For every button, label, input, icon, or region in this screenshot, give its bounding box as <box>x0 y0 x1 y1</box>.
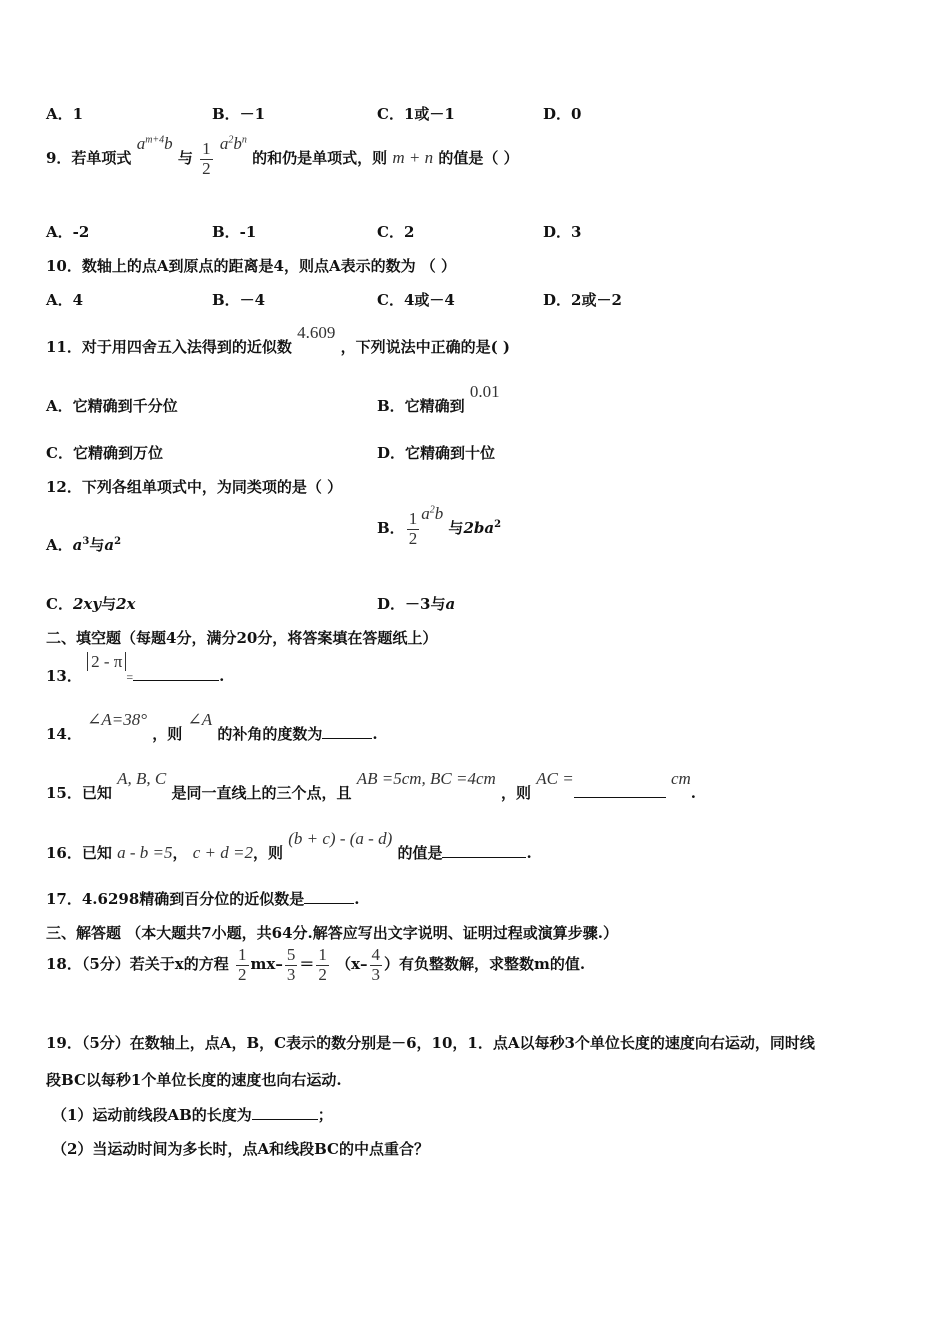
q9-term1: $a^{m+4}b$ <box>136 134 173 154</box>
q11-prefix: 11．对于用四舍五入法得到的近似数 <box>46 338 292 356</box>
q9-option-d: D．3 <box>543 223 582 241</box>
q10-option-a: A．4 <box>46 291 84 309</box>
q10-option-c: C．4或－4 <box>377 291 455 309</box>
q18-fraction-1: $\frac{1}{2}$ <box>238 945 247 984</box>
q9-text2: 的和仍是单项式，则 <box>252 149 388 168</box>
q13-answer-blank[interactable] <box>133 679 219 681</box>
q8-option-c: C．1或－1 <box>377 105 455 123</box>
q12-option-d: D．－3与a <box>377 595 456 613</box>
q11-option-b: B．它精确到 0.01 <box>377 382 500 415</box>
q18-fraction-3: $\frac{1}{2}$ <box>318 945 327 984</box>
q9-term2: $a^2b^n$ <box>219 134 247 154</box>
question-14: 14． ∠A=38° ，则 ∠A 的补角的度数为 . <box>46 710 378 743</box>
q11-option-a: A．它精确到千分位 <box>46 397 178 415</box>
question-11 <box>46 323 511 357</box>
q12-option-b: B． $\frac{1}{2}$ $a^2b$ 与$2ba^2$ <box>377 504 502 548</box>
question-19-sub-1: （1）运动前线段AB的长度为 ； <box>52 1106 333 1124</box>
q14-expr: ∠A=38° <box>87 710 148 729</box>
q11-suffix: ，下列说法中正确的是( ) <box>340 338 511 356</box>
q15-unit: cm <box>670 769 691 788</box>
question-9 <box>46 134 519 178</box>
q9-text3: 的值是（ ） <box>438 149 519 168</box>
q9-option-b: B．-1 <box>212 223 257 241</box>
question-18: 18．（5分）若关于x的方程 $\frac{1}{2}$ mx– $\frac{5}{3}$ ＝ $\frac{1}{2}$ （x– $\frac{4}{3}$ ）有负整数解，求整数m的值. <box>46 945 586 984</box>
q18-fraction-4: $\frac{4}{3}$ <box>371 945 381 984</box>
question-10: 10．数轴上的点A到原点的距离是4，则点A表示的数为 （ ） <box>46 257 457 275</box>
q13-abs-expr: 2 - π <box>87 652 126 671</box>
q15-answer-blank[interactable] <box>574 796 666 798</box>
q9-prefix: 9．若单项式 <box>46 149 132 168</box>
question-16: 16．已知 a - b =5， c + d =2，则 (b + c) - (a - d) 的值是 . <box>46 829 532 862</box>
q15-ac: AC = <box>536 769 574 788</box>
q16-expression: (b + c) - (a - d) <box>288 829 393 848</box>
question-19-sub-2: （2）当运动时间为多长时，点A和线段BC的中点重合？ <box>52 1140 429 1158</box>
q16-condition-1: a - b =5 <box>117 843 173 862</box>
q9-option-a: A．-2 <box>46 223 90 241</box>
section-2-heading: 二、填空题（每题4分，满分20分，将答案填在答题纸上） <box>46 629 438 647</box>
q10-option-b: B．－4 <box>212 291 266 309</box>
q9-fraction: $\frac{1}{2}$ <box>202 139 211 178</box>
q15-points: A, B, C <box>117 769 167 788</box>
q14-answer-blank[interactable] <box>322 737 372 739</box>
q11-option-c: C．它精确到万位 <box>46 444 163 462</box>
q11-number: 4.609 <box>297 323 336 342</box>
question-19-line-1: 19．（5分）在数轴上，点A，B，C表示的数分别是－6，10，1．点A以每秒3个单位长度的速度向右运动，同时线 <box>46 1034 815 1052</box>
question-15: 15．已知 A, B, C 是同一直线上的三个点，且 AB =5cm, BC =4cm ，则 AC = cm. <box>46 769 697 802</box>
question-17: 17．4.6298精确到百分位的近似数是 . <box>46 890 360 908</box>
q8-option-a: A．1 <box>46 105 84 123</box>
q11-option-d: D．它精确到十位 <box>377 444 496 462</box>
q16-condition-2: c + d =2 <box>192 843 253 862</box>
q9-mid: 与 <box>177 149 193 168</box>
q11-option-b-value: 0.01 <box>469 382 500 401</box>
q10-option-d: D．2或－2 <box>543 291 622 309</box>
question-12: 12．下列各组单项式中，为同类项的是（ ） <box>46 478 343 496</box>
q12-option-a: A．$a^3$与$a^2$ <box>46 536 122 554</box>
section-3-heading: 三、解答题 （本大题共7小题，共64分.解答应写出文字说明、证明过程或演算步骤.） <box>46 924 618 942</box>
q8-option-b: B．－1 <box>212 105 266 123</box>
q16-answer-blank[interactable] <box>442 856 526 858</box>
q8-option-d: D．0 <box>543 105 582 123</box>
question-13: 13． 2 - π= . <box>46 652 225 685</box>
q15-condition: AB =5cm, BC =4cm <box>356 769 496 788</box>
q9-option-c: C．2 <box>377 223 415 241</box>
q17-answer-blank[interactable] <box>304 902 354 904</box>
question-19-line-2: 段BC以每秒1个单位长度的速度也向右运动. <box>46 1071 342 1089</box>
q12-b-fraction: $\frac{1}{2}$ <box>408 509 418 548</box>
q19-answer-blank[interactable] <box>252 1118 318 1120</box>
q12-option-c: C．2xy与2x <box>46 595 136 613</box>
q18-fraction-2: $\frac{5}{3}$ <box>286 945 296 984</box>
q9-expr: m + n <box>392 148 434 168</box>
q14-angle: ∠A <box>187 710 213 729</box>
